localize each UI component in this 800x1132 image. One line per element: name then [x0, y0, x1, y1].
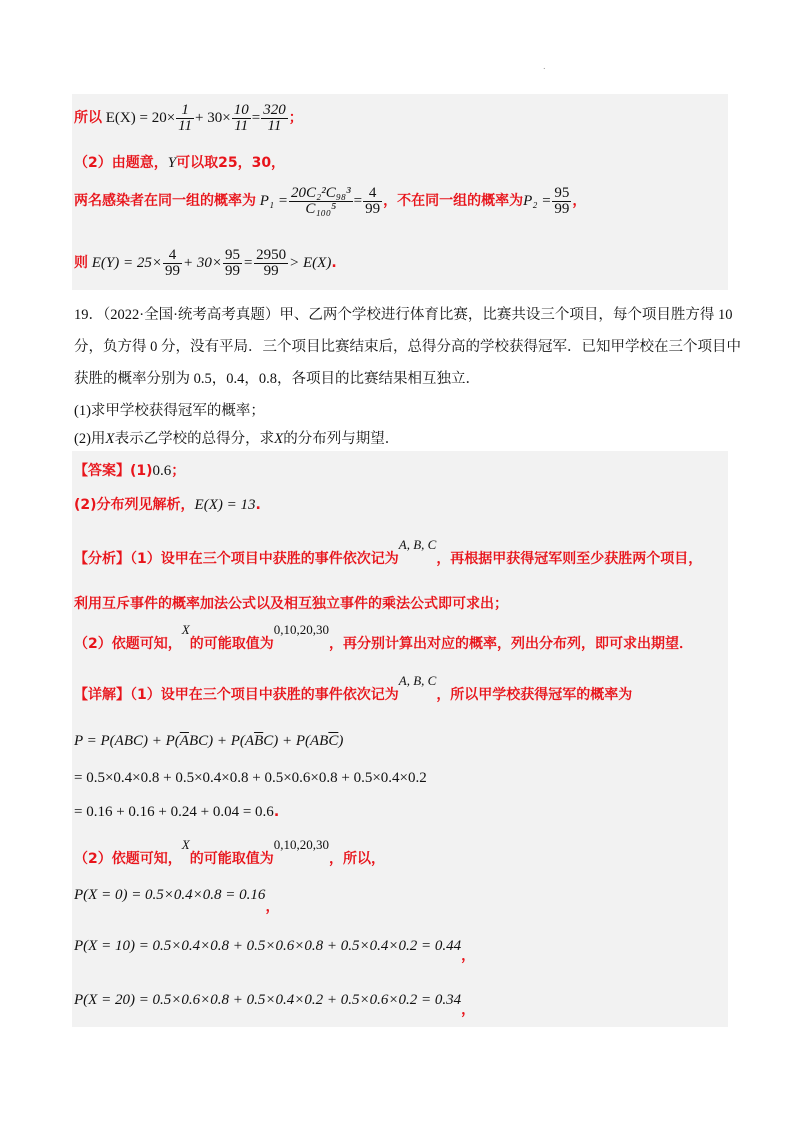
equation-expansion: = 0.5×0.4×0.8 + 0.5×0.4×0.8 + 0.5×0.6×0.8 + 0.5×0.4×0.2: [74, 770, 427, 786]
probability-x-10: P(X = 10) = 0.5×0.4×0.8 + 0.5×0.6×0.8 + 0.5×0.4×0.2 = 0.44，: [74, 938, 476, 964]
page-mark: .: [543, 62, 546, 71]
answer-line-2: (2)分布列见解析，E(X) = 13.: [74, 497, 261, 513]
equation-champion-probability: $P = P(ABC) + P(\overline{A}BC) + P(A\overline{B}C) + P(AB\overline{C})$: [74, 733, 344, 749]
equation-result: = 0.16 + 0.16 + 0.24 + 0.04 = 0.6.: [74, 804, 280, 820]
analysis-line-1: 【分析】（1）设甲在三个项目中获胜的事件依次记为$^{A, B, C}$，再根据甲获得冠军则至少获胜两个项目，: [74, 537, 703, 567]
probability-line: 两名感染者在同一组的概率为 P₁ = $\frac{\text{20C₂²C₉₈³}}{\text{C₁₀₀⁵}}$ = $\frac{4}{99}$ ，不在同一组的概率为P₂ = $\frac{95}{99}$ ，: [74, 185, 587, 217]
detail-line-2: （2）依题可知，$^X$的可能取值为$^{0,10,20,30}$，所以，: [74, 837, 385, 867]
question-19-part-1: (1)求甲学校获得冠军的概率；: [74, 403, 265, 419]
question-19-line-3: 获胜的概率分别为 0.5，0.4，0.8，各项目的比赛结果相互独立．: [74, 371, 480, 387]
probability-x-0: P(X = 0) = 0.5×0.4×0.8 = 0.16，: [74, 887, 280, 915]
question-19-part-2: (2)用X表示乙学校的总得分，求X的分布列与期望．: [74, 431, 400, 447]
analysis-line-3: （2）依题可知，$^X$的可能取值为$^{0,10,20,30}$，再分别计算出对应的概率，列出分布列，即可求出期望．: [74, 622, 693, 652]
question-19-line-1: 19．（2022·全国·统考高考真题）甲、乙两个学校进行体育比赛，比赛共设三个项目，每个项目胜方得 10: [74, 307, 733, 323]
expectation-x-line: 所以 E(X) = 20× $\frac{1}{11}$ + 30× $\frac{10}{11}$ = $\frac{320}{11}$ ；: [74, 102, 303, 134]
expectation-y-line: 则 E(Y) = 25× $\frac{4}{99}$ + 30× $\frac{95}{99}$ = $\frac{2950}{99}$ > E(X).: [74, 247, 337, 279]
part2-intro-line: （2）由题意，Y可以取25，30，: [74, 155, 286, 171]
question-19-line-2: 分，负方得 0 分，没有平局．三个项目比赛结束后，总得分高的学校获得冠军．已知甲学校在三个项目中: [74, 339, 741, 355]
detail-line-1: 【详解】（1）设甲在三个项目中获胜的事件依次记为$^{A, B, C}$，所以甲学校获得冠军的概率为: [74, 673, 633, 703]
probability-x-20: P(X = 20) = 0.5×0.6×0.8 + 0.5×0.4×0.2 + 0.5×0.6×0.2 = 0.34，: [74, 992, 476, 1018]
analysis-line-2: 利用互斥事件的概率加法公式以及相互独立事件的乘法公式即可求出；: [74, 596, 508, 612]
answer-line-1: 【答案】(1)0.6；: [74, 463, 186, 479]
